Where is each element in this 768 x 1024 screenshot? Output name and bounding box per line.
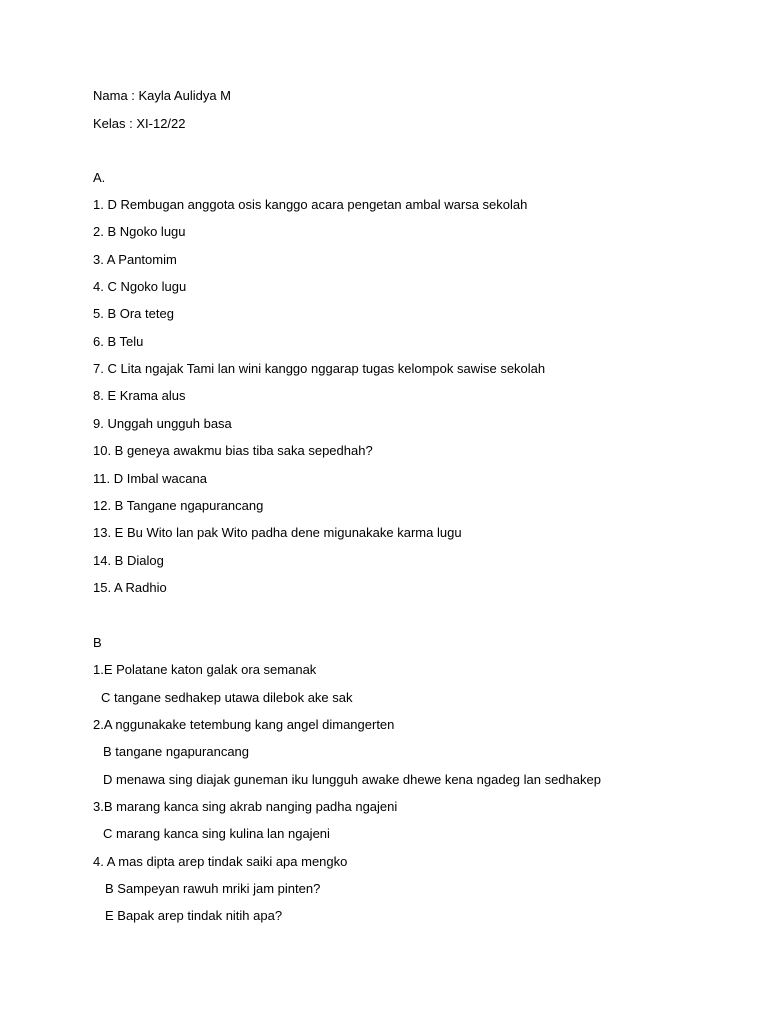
answer-a-6: 6. B Telu — [93, 334, 144, 349]
answer-b-2-extra-b: B tangane ngapurancang — [103, 744, 250, 759]
answer-b-4-extra-e: E Bapak arep tindak nitih apa? — [105, 908, 283, 923]
answer-a-4: 4. C Ngoko lugu — [93, 279, 187, 294]
answer-a-10: 10. B geneya awakmu bias tiba saka sepedhah? — [93, 443, 373, 458]
answer-b-1-extra: C tangane sedhakep utawa dilebok ake sak — [101, 690, 353, 705]
answer-b-3: 3.B marang kanca sing akrab nanging padha ngajeni — [93, 799, 398, 814]
student-name: Nama : Kayla Aulidya M — [93, 88, 232, 103]
student-class: Kelas : XI-12/22 — [93, 116, 186, 131]
answer-a-3: 3. A Pantomim — [93, 252, 177, 267]
answer-b-3-extra: C marang kanca sing kulina lan ngajeni — [103, 826, 330, 841]
answer-a-12: 12. B Tangane ngapurancang — [93, 498, 264, 513]
answer-a-9: 9. Unggah ungguh basa — [93, 416, 232, 431]
answer-a-11: 11. D Imbal wacana — [93, 471, 207, 486]
answer-a-15: 15. A Radhio — [93, 580, 167, 595]
answer-b-2-extra-d: D menawa sing diajak guneman iku lungguh awake dhewe kena ngadeg lan sedhakep — [103, 772, 601, 787]
answer-a-7: 7. C Lita ngajak Tami lan wini kanggo nggarap tugas kelompok sawise sekolah — [93, 361, 546, 376]
answer-a-8: 8. E Krama alus — [93, 388, 186, 403]
answer-a-14: 14. B Dialog — [93, 553, 164, 568]
answer-b-4-extra-b: B Sampeyan rawuh mriki jam pinten? — [105, 881, 321, 896]
answer-b-2: 2.A nggunakake tetembung kang angel dimangerten — [93, 717, 395, 732]
answer-a-13: 13. E Bu Wito lan pak Wito padha dene migunakake karma lugu — [93, 525, 462, 540]
section-a-title: A. — [93, 170, 106, 185]
answer-a-1: 1. D Rembugan anggota osis kanggo acara pengetan ambal warsa sekolah — [93, 197, 528, 212]
answer-a-2: 2. B Ngoko lugu — [93, 224, 186, 239]
answer-a-5: 5. B Ora teteg — [93, 306, 174, 321]
answer-b-1: 1.E Polatane katon galak ora semanak — [93, 662, 317, 677]
section-b-title: B — [93, 635, 102, 650]
answer-b-4: 4. A mas dipta arep tindak saiki apa mengko — [93, 854, 348, 869]
